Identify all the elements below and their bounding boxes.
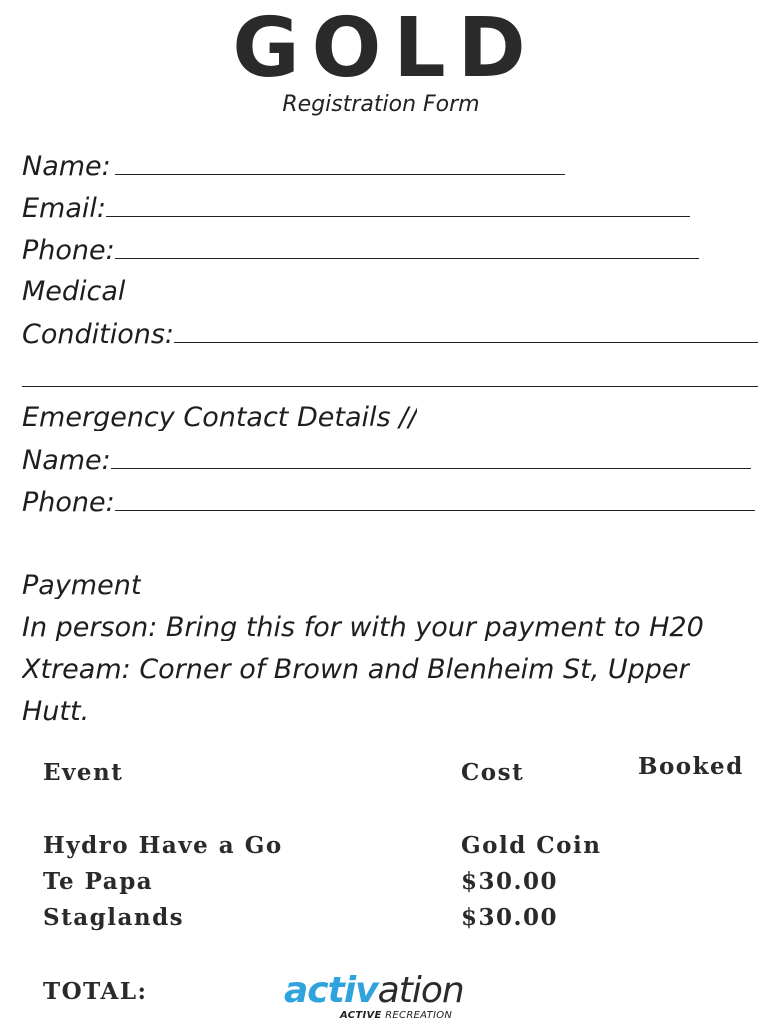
emergency-heading: Emergency Contact Details //: [22, 404, 418, 431]
medical-blank[interactable]: [174, 320, 758, 343]
name-field-row: [22, 152, 565, 180]
name-label: Name:: [22, 152, 111, 180]
row-cost: $30.00: [461, 868, 559, 895]
row-cost: $30.00: [461, 904, 559, 931]
logo-part-1: activ: [284, 970, 378, 1011]
payment-line-3: Hutt.: [22, 698, 90, 725]
form-subtitle: Registration Form: [282, 92, 480, 117]
logo-tagline: ACTIVE RECREATION: [340, 1010, 453, 1021]
emergency-phone-label: Phone:: [22, 488, 115, 516]
phone-label: Phone:: [22, 236, 115, 264]
header-booked: Booked: [638, 753, 744, 780]
emergency-name-blank[interactable]: [111, 446, 751, 469]
row-event: Staglands: [43, 904, 185, 931]
email-blank[interactable]: [106, 194, 690, 217]
logo-part-2: ation: [377, 970, 464, 1011]
medical-blank-2[interactable]: [22, 386, 758, 387]
email-label: Email:: [22, 194, 107, 222]
emergency-name-label: Name:: [22, 446, 111, 474]
payment-line-2: Xtream: Corner of Brown and Blenheim St, Upper: [22, 656, 690, 683]
activation-logo: [284, 970, 464, 1021]
row-cost: Gold Coin: [461, 832, 602, 859]
email-field-row: [22, 194, 690, 222]
name-blank[interactable]: [115, 152, 565, 175]
medical-label-2: Conditions:: [22, 320, 175, 348]
emergency-phone-blank[interactable]: [115, 488, 755, 511]
medical-label-1: Medical: [22, 278, 126, 305]
form-title: GOLD: [232, 1, 538, 96]
total-label: TOTAL:: [43, 978, 148, 1005]
row-event: Te Papa: [43, 868, 154, 895]
emergency-phone-row: [22, 488, 755, 516]
phone-field-row: [22, 236, 699, 264]
emergency-name-row: [22, 446, 751, 474]
header-event: Event: [43, 759, 124, 786]
payment-heading: Payment: [22, 572, 142, 599]
header-cost: Cost: [461, 759, 525, 786]
row-event: Hydro Have a Go: [43, 832, 283, 859]
medical-field-row: [22, 320, 758, 348]
payment-line-1: In person: Bring this for with your payment to H20: [22, 614, 704, 641]
phone-blank[interactable]: [115, 236, 699, 259]
